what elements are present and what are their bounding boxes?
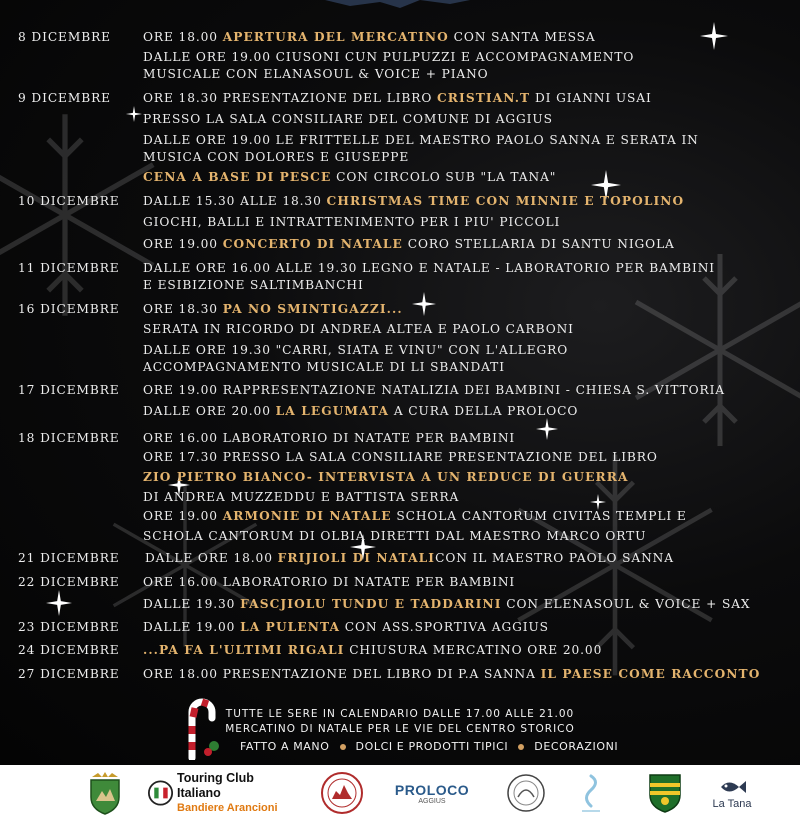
event-text: ORE 19.00 RAPPRESENTAZIONE NATALIZIA DEI BAMBINI - CHIESA S. VITTORIA <box>143 383 726 397</box>
event-highlight: CRISTIAN.T <box>437 91 531 105</box>
event-line <box>143 470 629 484</box>
snowflake-decoration-icon <box>620 250 800 450</box>
swirl-icon <box>578 772 604 814</box>
event-text: DALLE ORE 16.00 ALLE 19.30 LEGNO E NATALE - LABORATORIO PER BAMBINI <box>143 261 715 275</box>
proloco-title: PROLOCO <box>394 781 470 798</box>
tag-decorations: DECORAZIONI <box>534 740 619 753</box>
event-line <box>143 643 602 657</box>
la-tana-title: La Tana <box>712 798 752 810</box>
event-text: MUSICA CON DOLORES E GIUSEPPE <box>143 150 410 164</box>
event-highlight: IL PAESE COME RACCONTO <box>540 667 761 681</box>
shield-icon <box>648 773 682 813</box>
event-highlight: CENA A BASE DI PESCE <box>143 170 332 184</box>
event-line <box>145 551 674 565</box>
event-line <box>143 322 574 336</box>
crest-icon <box>88 771 122 815</box>
event-date: 11 DICEMBRE <box>18 261 120 275</box>
event-text: CON IL MAESTRO PAOLO SANNA <box>435 551 674 565</box>
event-line <box>143 343 568 357</box>
event-text: ORE 16.00 LABORATORIO DI NATATE PER BAMBINI <box>143 431 516 445</box>
event-text: ORE 19.00 <box>143 509 223 523</box>
sports-club-logo <box>646 771 684 815</box>
event-text: MUSICALE CON ELANASOUL & VOICE + PIANO <box>143 67 489 81</box>
seal-icon <box>320 771 364 815</box>
sparkle-icon <box>590 494 606 510</box>
sparkle-icon <box>412 292 436 316</box>
event-highlight: APERTURA DEL MERCATINO <box>222 30 449 44</box>
footer-tags <box>240 740 618 753</box>
event-date: 23 DICEMBRE <box>18 620 120 634</box>
event-text: CON ELENASOUL & VOICE + SAX <box>501 597 751 611</box>
event-highlight: ZIO PIETRO BIANCO- INTERVISTA A UN REDUCE DI GUERRA <box>143 470 629 484</box>
event-line <box>143 360 505 374</box>
footer-location: MERCATINO DI NATALE PER LE VIE DEL CENTRO STORICO <box>225 723 575 735</box>
event-text: DALLE 19.00 <box>143 620 241 634</box>
event-line <box>143 383 725 397</box>
event-date: 16 DICEMBRE <box>18 302 120 316</box>
event-text: A CURA DELLA PROLOCO <box>389 404 579 418</box>
bullet-icon <box>340 744 346 750</box>
event-text: DI GIANNI USAI <box>530 91 652 105</box>
event-date: 17 DICEMBRE <box>18 383 120 397</box>
sparkle-icon <box>700 22 728 50</box>
event-line <box>143 667 760 681</box>
event-text: ORE 18.00 PRESENTAZIONE DEL LIBRO DI P.A SANNA <box>143 667 541 681</box>
event-text: SERATA IN RICORDO DI ANDREA ALTEA E PAOLO CARBONI <box>143 322 574 336</box>
event-line <box>143 170 556 184</box>
touring-club-title: Touring Club Italiano <box>177 770 254 800</box>
footer-hours: TUTTE LE SERE IN CALENDARIO DALLE 17.00 ALLE 21.00 <box>225 708 575 720</box>
touring-club-emblem-icon <box>148 779 173 807</box>
event-line <box>143 67 489 81</box>
event-line <box>143 529 646 543</box>
event-line <box>143 431 515 445</box>
mountain-silhouette-icon <box>300 0 500 16</box>
event-line <box>143 112 553 126</box>
event-text: ORE 16.00 LABORATORIO DI NATATE PER BAMBINI <box>143 575 516 589</box>
event-highlight: ...PA FA L'ULTIMI RIGALI <box>143 643 345 657</box>
event-text: SCHOLA CANTORUM CIVITAS TEMPLI E <box>391 509 687 523</box>
proloco-logo <box>394 771 470 815</box>
event-text: ORE 18.30 PRESENTAZIONE DEL LIBRO <box>143 91 437 105</box>
bullet-icon <box>518 744 524 750</box>
event-line <box>143 575 515 589</box>
la-tana-logo <box>706 771 758 815</box>
light-blue-logo <box>576 771 606 815</box>
event-text: SCHOLA CANTORUM DI OLBIA DIRETTI DAL MAESTRO MARCO ORTU <box>143 529 647 543</box>
event-text: DALLE ORE 20.00 <box>143 404 276 418</box>
event-highlight: LA LEGUMATA <box>275 404 390 418</box>
event-line <box>143 194 684 208</box>
event-text: DALLE 15.30 ALLE 18.30 <box>143 194 327 208</box>
event-date: 8 DICEMBRE <box>18 30 111 44</box>
event-line <box>143 302 403 316</box>
event-line <box>143 50 634 64</box>
event-date: 24 DICEMBRE <box>18 643 120 657</box>
event-date: 22 DICEMBRE <box>18 575 120 589</box>
event-text: DALLE ORE 19.00 CIUSONI CUN PULPUZZI E ACCOMPAGNAMENTO <box>143 50 635 64</box>
sponsor-logo-strip <box>0 765 800 820</box>
event-line <box>143 509 687 523</box>
event-date: 18 DICEMBRE <box>18 431 120 445</box>
municipality-crest-logo <box>86 771 124 815</box>
tag-sweets: DOLCI E PRODOTTI TIPICI <box>355 740 509 753</box>
event-text: DALLE ORE 18.00 <box>145 551 278 565</box>
event-text: GIOCHI, BALLI E INTRATTENIMENTO PER I PIU' PICCOLI <box>143 215 561 229</box>
event-text: CON ASS.SPORTIVA AGGIUS <box>340 620 549 634</box>
event-highlight: CONCERTO DI NATALE <box>222 237 403 251</box>
badge-icon <box>506 773 546 813</box>
event-text: DALLE 19.30 <box>143 597 241 611</box>
event-line <box>143 150 409 164</box>
event-line <box>143 278 364 292</box>
event-text: DI ANDREA MUZZEDDU E BATTISTA SERRA <box>143 490 460 504</box>
aggius-seal-logo <box>318 771 366 815</box>
event-highlight: PA NO SMINTIGAZZI... <box>222 302 403 316</box>
event-date: 10 DICEMBRE <box>18 194 120 208</box>
event-line <box>143 261 715 275</box>
touring-club-logo <box>148 771 288 815</box>
event-highlight: LA PULENTA <box>240 620 341 634</box>
event-text: ORE 18.00 <box>143 30 223 44</box>
event-line <box>143 450 658 464</box>
event-text: ORE 17.30 PRESSO LA SALA CONSILIARE PRESENTAZIONE DEL LIBRO <box>143 450 658 464</box>
event-highlight: ARMONIE DI NATALE <box>222 509 392 523</box>
event-text: CHIUSURA MERCATINO ORE 20.00 <box>344 643 603 657</box>
event-line <box>143 237 675 251</box>
event-text: CORO STELLARIA DI SANTU NIGOLA <box>402 237 675 251</box>
event-text: ORE 19.00 <box>143 237 223 251</box>
event-highlight: FRIJIOLI DI NATALI <box>277 551 436 565</box>
event-highlight: FASCJIOLU TUNDU E TADDARINI <box>240 597 502 611</box>
event-highlight: CHRISTMAS TIME CON MINNIE E TOPOLINO <box>326 194 685 208</box>
fish-icon <box>717 776 747 798</box>
event-text: E ESIBIZIONE SALTIMBANCHI <box>143 278 364 292</box>
event-text: ACCOMPAGNAMENTO MUSICALE DI LI SBANDATI <box>143 360 505 374</box>
event-line <box>143 620 549 634</box>
event-date: 9 DICEMBRE <box>18 91 111 105</box>
sparkle-icon <box>536 418 558 440</box>
event-line <box>143 597 750 611</box>
event-line <box>143 133 699 147</box>
event-text: ORE 18.30 <box>143 302 223 316</box>
event-line <box>143 91 652 105</box>
tag-handmade: FATTO A MANO <box>240 740 330 753</box>
event-line <box>143 490 459 504</box>
event-date: 27 DICEMBRE <box>18 667 120 681</box>
event-line <box>143 404 578 418</box>
touring-club-subtitle: Bandiere Arancioni <box>177 801 278 814</box>
event-line <box>143 215 560 229</box>
event-text: PRESSO LA SALA CONSILIARE DEL COMUNE DI AGGIUS <box>143 112 553 126</box>
sparkle-icon <box>46 590 72 616</box>
circle-badge-logo <box>504 771 548 815</box>
event-text: DALLE ORE 19.00 LE FRITTELLE DEL MAESTRO PAOLO SANNA E SERATA IN <box>143 133 699 147</box>
proloco-subtitle: AGGIUS <box>418 797 446 805</box>
event-text: CON SANTA MESSA <box>448 30 596 44</box>
event-text: DALLE ORE 19.30 "CARRI, SIATA E VINU" CON L'ALLEGRO <box>143 343 569 357</box>
event-text: CON CIRCOLO SUB "LA TANA" <box>331 170 557 184</box>
event-line <box>143 30 596 44</box>
event-date: 21 DICEMBRE <box>18 551 120 565</box>
sparkle-icon <box>126 106 142 122</box>
